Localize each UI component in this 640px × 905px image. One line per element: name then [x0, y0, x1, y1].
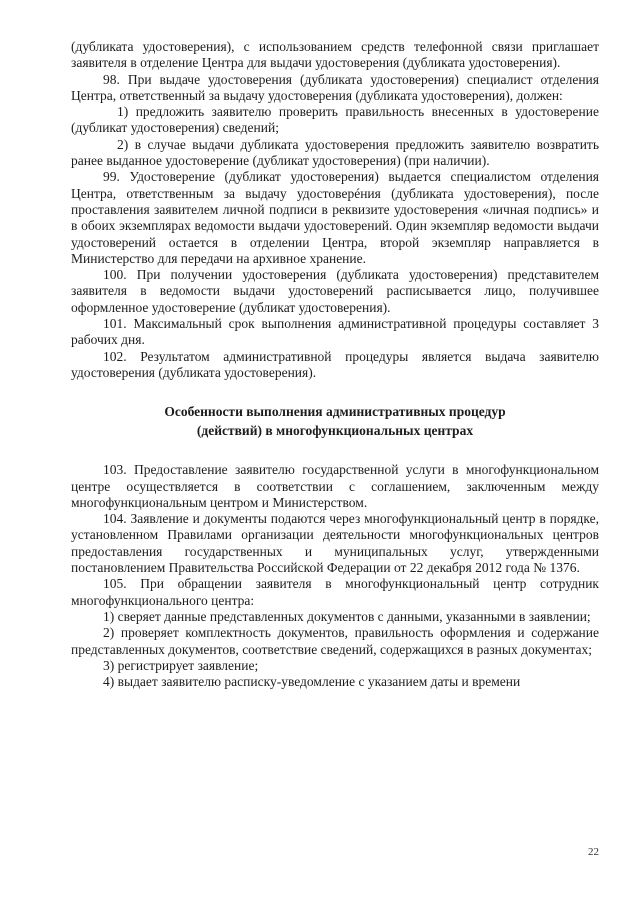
paragraph-103: 103. Предоставление заявителю государственной услуги в многофункциональном центре осуществляется в соответствии с соглашением, заключенным между многофункциональным центром и Министерством.: [71, 462, 599, 510]
document-body: [71, 39, 599, 690]
paragraph-104: 104. Заявление и документы подаются через многофункциональный центр в порядке, установленном Правилами организации деятельности многофункциональных центров предоставления государственных и муниципальных услуг, утвержденными постановлением Правительства Российской Федерации от 22 декабря 2012 года № 1376.: [71, 511, 599, 576]
paragraph-105-item-1: 1) сверяет данные представленных документов с данными, указанными в заявлении;: [103, 608, 591, 624]
paragraph-98-item-2: 2) в случае выдачи дубликата удостоверения предложить заявителю возвратить ранее выданное удостоверение (дубликат удостоверения) (при наличии).: [71, 136, 599, 169]
paragraph-102: 102. Результатом административной процедуры является выдача заявителю удостоверения (дубликата удостоверения).: [71, 348, 599, 380]
paragraph-100: 100. При получении удостоверения (дубликата удостоверения) представителем заявителя в ведомости выдачи удостоверений расписывается лицо, получившее оформленное удостоверение (дубликат удостоверения).: [71, 267, 599, 315]
paragraph-105: 105. При обращении заявителя в многофункциональный центр сотрудник многофункционального центра:: [71, 576, 599, 608]
paragraph-continuation: (дубликата удостоверения), с использованием средств телефонной связи приглашает заявителя в отделение Центра для выдачи удостоверения (дубликата удостоверения).: [71, 39, 599, 71]
paragraph-105-item-4: 4) выдает заявителю расписку-уведомление с указанием даты и времени: [103, 674, 521, 690]
section-heading: [71, 402, 599, 440]
paragraph-105-item-2: 2) проверяет комплектность документов, правильность оформления и содержание представленных документов, соответствие сведений, содержащихся в разных документах;: [71, 625, 599, 657]
page-number: 22: [588, 846, 599, 858]
paragraph-98-item-1: 1) предложить заявителю проверить правильность внесенных в удостоверение (дубликат удостоверения) сведений;: [71, 104, 599, 136]
section-heading-line-1: Особенности выполнения административных процедур: [164, 404, 506, 420]
paragraph-99: 99. Удостоверение (дубликат удостоверения) выдается специалистом отделения Центра, ответственным за выдачу удостоверéния (дубликата удостоверения), после проставления заявителем личной подписи в реквизите удостоверения «личная подпись» и в обоих экземплярах ведомости выдачи удостоверений. Один экземпляр ведомости выдачи удостоверений остается в отделении Центра, второй экземпляр направляется в Министерство для передачи на архивное хранение.: [71, 169, 599, 266]
paragraph-101: 101. Максимальный срок выполнения административной процедуры составляет 3 рабочих дня.: [71, 316, 599, 348]
paragraph-98: 98. При выдаче удостоверения (дубликата удостоверения) специалист отделения Центра, ответственный за выдачу удостоверения (дубликата удостоверения), должен:: [71, 71, 599, 103]
section-heading-line-2: (действий) в многофункциональных центрах: [196, 423, 474, 439]
paragraph-105-item-3: 3) регистрирует заявление;: [103, 657, 259, 673]
